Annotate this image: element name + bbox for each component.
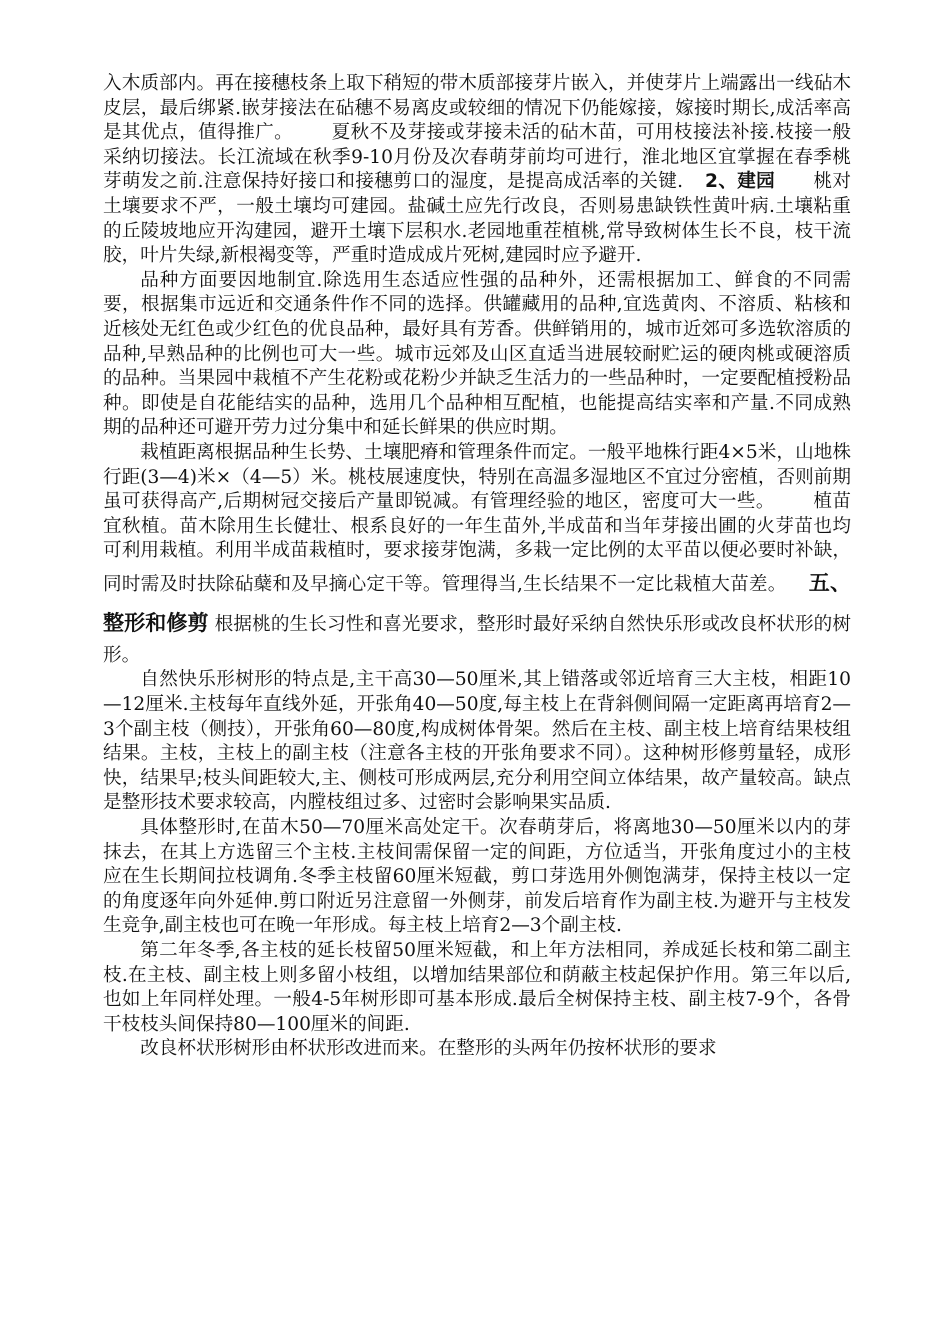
- text-pruning-intro: 根据桃的生长习性和喜光要求，整形时最好采纳自然快乐形或改良杯状形的树形。: [103, 613, 851, 666]
- heading-orchard-establishment: 2、建园: [705, 171, 776, 193]
- paragraph-grafting-and-orchard: [103, 72, 851, 269]
- text-planting-distance: 栽植距离根据品种生长势、土壤肥瘠和管理条件而定。一般平地株行距4×5米，山地株行距(3—4)米×（4—5）米。桃枝展速度快，特别在高温多湿地区不宜过分密植，否则前期虽可获得高产,后期树冠交接后产量即锐减。有管理经验的地区，密度可大一些。: [103, 441, 851, 513]
- text-bud-grafting: 入木质部内。再在接穗枝条上取下稍短的带木质部接芽片嵌入，并使芽片上端露出一线砧木皮层，最后绑紧.嵌芽接法在砧穗不易离皮或较细的情况下仍能嫁接，嫁接时期长,成活率高是其优点，值得推广。: [103, 73, 851, 144]
- document-body: [103, 72, 851, 1062]
- paragraph-training-steps: 具体整形时,在苗木50—70厘米高处定干。次春萌芽后，将离地30—50厘米以内的芽抹去，在其上方选留三个主枝.主枝间需保留一定的间距，方位适当，开张角度过小的主枝应在生长期间拉枝调角.冬季主枝留60厘米短截，剪口芽选用外侧饱满芽，保持主枝以一定的角度逐年向外延伸.剪口附近另注意留一外侧芽，前发后培育作为副主枝.为避开与主枝发生竞争,副主枝也可在晚一年形成。每主枝上培育2—3个副主枝.: [103, 817, 851, 937]
- text-orchard-soil: 桃对土壤要求不严，一般土壤均可建园。盐碱土应先行改良，否则易患缺铁性黄叶病.土壤粘重的丘陵坡地应开沟建园，避开土壤下层积水.老园地重茬植桃,常导致树体生长不良，枝干流胶，叶片失绿,新根褐变等，严重时造成成片死树,建园时应予避开.: [103, 171, 851, 267]
- paragraph-open-center-form: 自然快乐形树形的特点是,主干高30—50厘米,其上错落或邻近培育三大主枝，相距10—12厘米.主枝每年直线外延，开张角40—50度,每主枝上在背斜侧间隔一定距离再培育2—3个副主枝（侧技），开张角60—80度,构成树体骨架。然后在主枝、副主枝上培育结果枝组结果。主枝，主枝上的副主枝（注意各主枝的开张角要求不同）。这种树形修剪量轻，成形快，结果早;枝头间距较大,主、侧枝可形成两层,充分利用空间立体结果，故产量较高。缺点是整形技术要求较高，内膛枝组过多、过密时会影响果实品质.: [103, 669, 851, 814]
- paragraph-improved-vase-form: 改良杯状形树形由杯状形改进而来。在整形的头两年仍按杯状形的要求: [140, 1038, 717, 1060]
- heading-pruning-training: 五、整形和修剪: [103, 570, 851, 635]
- text-branch-grafting: 夏秋不及芽接或芽接未活的砧木苗，可用枝接法补接.枝接一般采纳切接法。长江流域在秋季9-10月份及次春萌芽前均可进行，淮北地区宜掌握在春季桃芽萌发之前.注意保持好接口和接穗剪口的湿度，是提高成活率的关键.: [103, 122, 851, 193]
- text-seedling-planting: 植苗宜秋植。苗木除用生长健壮、根系良好的一年生苗外,半成苗和当年芽接出圃的火芽苗也均可利用栽植。利用半成苗栽植时，要求接芽饱满，多栽一定比例的太平苗以便必要时补缺，同时需及时扶除砧蘖和及早摘心定干等。管理得当,生长结果不一定比栽植大苗差。: [103, 491, 851, 595]
- paragraph-planting: [103, 441, 851, 669]
- paragraph-second-year: 第二年冬季,各主枝的延长枝留50厘米短截，和上年方法相同，养成延长枝和第二副主枝.在主枝、副主枝上则多留小枝组，以增加结果部位和荫蔽主枝起保护作用。第三年以后,也如上年同样处理。一般4-5年树形即可基本形成.最后全树保持主枝、副主枝7-9个，各骨干枝枝头间保持80—100厘米的间距.: [103, 940, 851, 1035]
- paragraph-variety-selection: 品种方面要因地制宜.除选用生态适应性强的品种外，还需根据加工、鲜食的不同需要，根据集市远近和交通条件作不同的选择。供罐藏用的品种,宜选黄肉、不溶质、粘核和近核处无红色或少红色的优良品种，最好具有芳香。供鲜销用的，城市近郊可多选软溶质的品种,早熟品种的比例也可大一些。城市远郊及山区直适当进展较耐贮运的硬肉桃或硬溶质的品种。当果园中栽植不产生花粉或花粉少并缺乏生活力的一些品种时，一定要配植授粉品种。即使是自花能结实的品种，选用几个品种相互配植，也能提高结实率和产量.不同成熟期的品种还可避开劳力过分集中和延长鲜果的供应时期。: [103, 269, 851, 439]
